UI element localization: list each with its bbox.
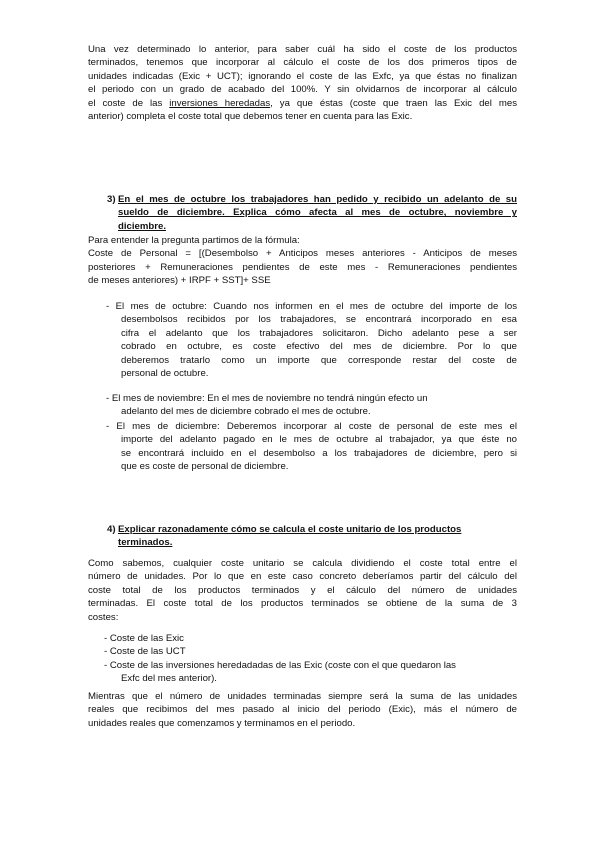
bullet-line: cobrado en octubre, es coste efectivo del mes de diciembre. Por lo que [121,341,517,353]
question-4-number: 4) [107,524,116,535]
bullet-octubre [106,300,517,380]
intro-line: terminados, tenemos que incorporar al cálculo el coste de los dos primeros tipos de [88,57,517,69]
q4-paragraph-1 [88,557,517,624]
bullet-line: importe del adelanto pagado en le mes de octubre al trabajador, ya que éste no [121,434,517,446]
q4-line: unidades reales que comenzamos y terminamos en el periodo. [88,717,356,729]
q4-line: costes: [88,611,119,623]
list-item: - Coste de las Exic [104,633,184,644]
bullet-line: cifra el adelanto que los trabajadores solicitaron. Dicho adelanto pese a ser [121,327,517,339]
intro-line: unidades indicadas (Exic + UCT); ignorando el coste de las Exfc, ya que éstas no finalizan [88,70,517,82]
inversiones-heredadas-underlined: inversiones heredadas [169,97,271,109]
q4-line: coste total de los productos terminados y el cálculo del número de unidades [88,584,517,596]
bullet-line: se encontrará incluido en el desembolso a los trabajadores de diciembre, pero si [121,447,517,459]
q3-heading-text: sueldo de diciembre. Explica cómo afecta al mes de octubre, noviembre y [118,207,517,219]
list-item: - Coste de las UCT [104,646,186,658]
bullet-line: desembolsos recibidos por los trabajadores, se encontrará incorporado en esa [121,314,517,326]
bullet-noviembre [106,392,517,419]
intro-line: anterior) completa el coste total que debemos tener en cuenta para las Exic. [88,111,413,123]
q4-heading-line [118,536,517,549]
q4-paragraph-2 [88,690,517,730]
q4-line: terminadas. El coste total de los productos terminados se obtiene de la suma de 3 [88,598,517,610]
intro-text: , ya que éstas (coste que traen las Exic del mes [270,97,517,109]
q3-heading-text: diciembre. [118,220,166,232]
bullet-line: - El mes de octubre: Cuando nos informen en el mes de octubre del importe de los [106,301,517,312]
q3-heading-line [118,193,517,206]
q4-line: reales que recibimos del mes pasado al inicio del periodo (Exic), más el número de [88,704,517,716]
formula-line: Coste de Personal = [(Desembolso + Anticipos meses anteriores - Anticipos de meses [88,248,517,260]
q4-heading-line [118,523,517,536]
q4-heading-text: terminados. [118,537,173,549]
bullet-line: - El mes de diciembre: Deberemos incorporar al coste de personal de este mes el [106,421,517,432]
question-4-heading [107,523,517,550]
q4-line: Como sabemos, cualquier coste unitario se calcula dividiendo el coste total entre el [88,558,517,569]
intro-text: el coste de las [88,97,170,109]
bullet-diciembre [106,420,517,474]
q4-line: número de unidades. Por lo que en este caso concreto deberíamos partir del cálculo del [88,571,517,583]
intro-line: Una vez determinado lo anterior, para saber cuál ha sido el coste de los productos [88,44,517,55]
list-item: - Coste de las inversiones heredadadas de las Exic (coste con el que quedaron las [104,659,456,671]
question-3-number: 3) [107,194,116,205]
bullet-line: personal de octubre. [121,368,209,380]
list-item-continuation: Exfc del mes anterior). [121,673,217,685]
q3-heading-line [118,220,517,233]
question-3-heading [107,193,517,233]
q3-heading-text: En el mes de octubre los trabajadores han pedido y recibido un adelanto de su [118,194,517,205]
bullet-line: deberemos tratarlo como un importe que corresponde restar del coste de [121,354,517,366]
formula-line: posteriores + Remuneraciones pendientes de este mes - Remuneraciones pendientes [88,261,517,273]
q3-lead: Para entender la pregunta partimos de la fórmula: [88,235,300,246]
intro-line: el periodo con un grado de acabado del 100%. Y sin olvidarnos de incorporar al cálculo [88,84,517,96]
formula-line: de meses anteriores) + IRPF + SST]+ SSE [88,275,271,287]
intro-paragraph [88,43,517,123]
bullet-line: adelanto del mes de diciembre cobrado el mes de octubre. [121,406,371,418]
q3-heading-line [118,206,517,219]
q4-heading-text: Explicar razonadamente cómo se calcula el coste unitario de los productos [118,524,462,535]
bullet-line: - El mes de noviembre: En el mes de noviembre no tendrá ningún efecto un [106,393,428,404]
q4-cost-list [104,632,517,686]
q4-line: Mientras que el número de unidades terminadas siempre será la suma de las unidades [88,691,517,702]
intro-line [88,97,517,110]
bullet-line: que es coste de personal de diciembre. [121,461,289,473]
q3-formula-block [88,234,517,288]
